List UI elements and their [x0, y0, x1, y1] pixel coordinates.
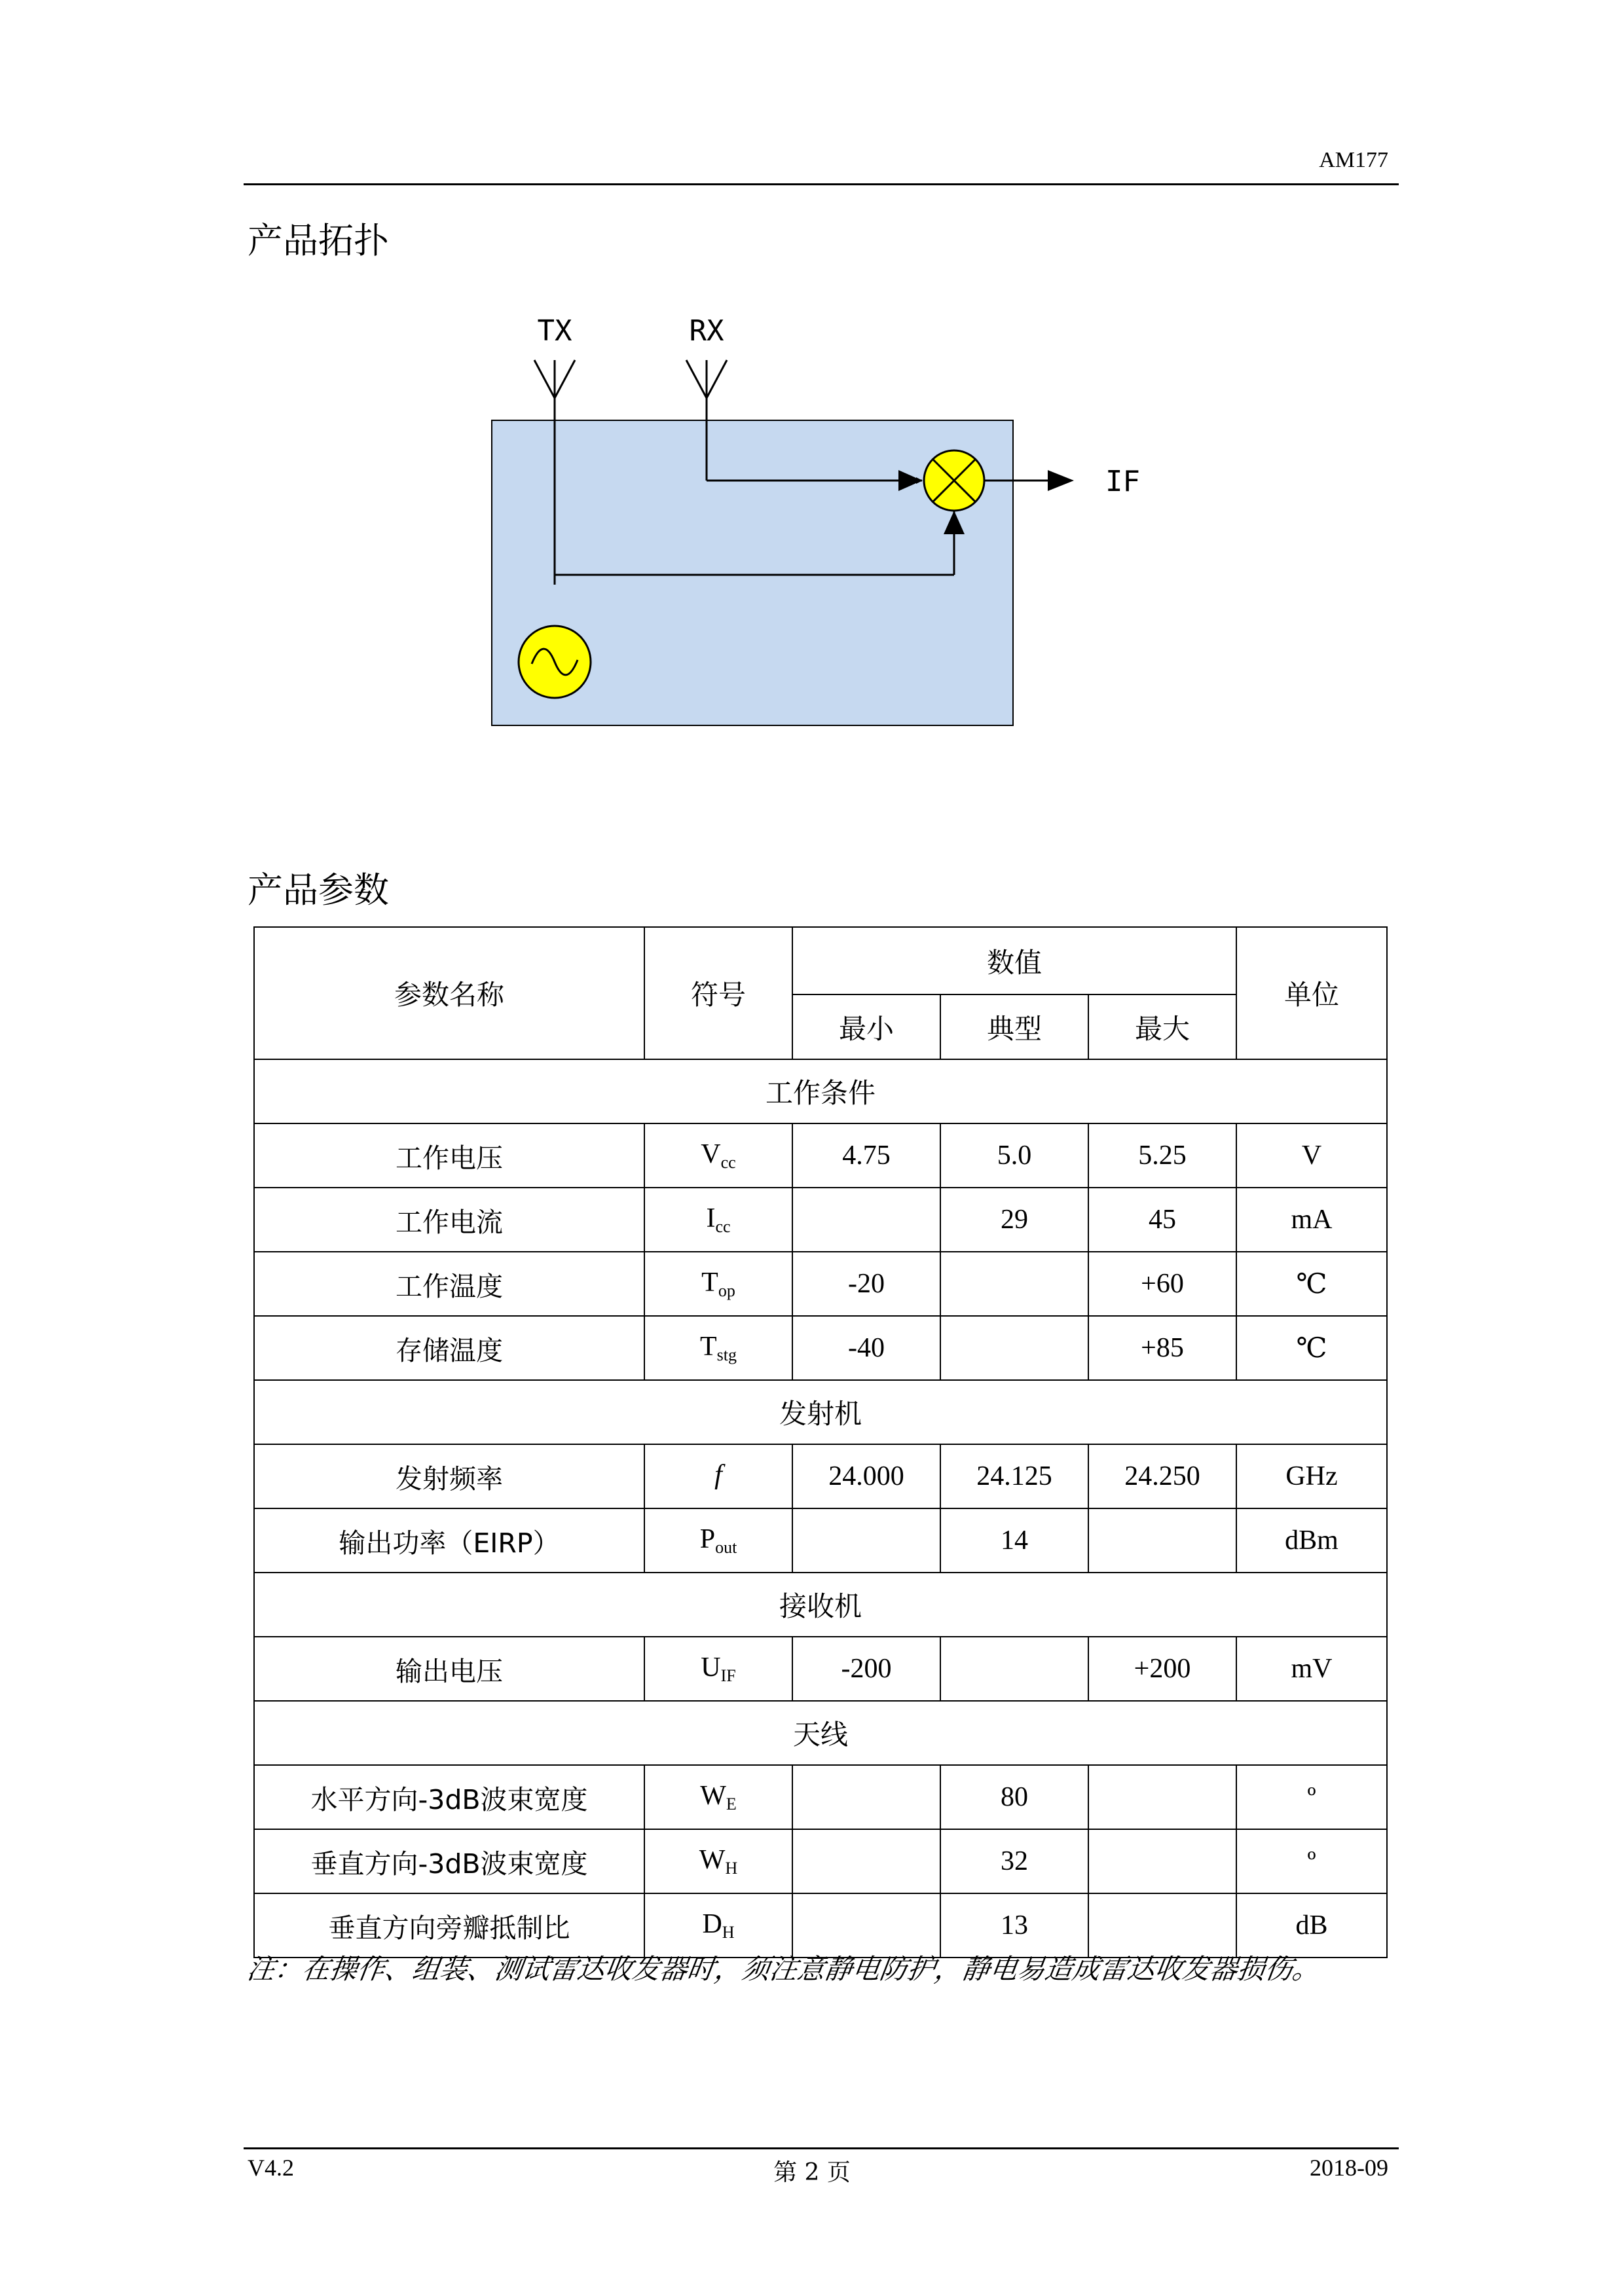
header-unit: 单位	[1236, 927, 1387, 1059]
symbol-cell	[644, 1188, 792, 1252]
unit-cell: mV	[1236, 1637, 1387, 1701]
param-name-cell: 水平方向-3dB波束宽度	[254, 1765, 644, 1829]
mixer-icon	[924, 450, 984, 511]
param-name-cell: 工作电压	[254, 1123, 644, 1188]
symbol-letter: f	[714, 1460, 722, 1490]
param-name-cell: 垂直方向旁瓣抵制比	[254, 1893, 644, 1958]
table-row	[254, 1765, 1387, 1829]
max-value-cell: 5.25	[1088, 1123, 1236, 1188]
symbol-letter: V	[701, 1139, 721, 1169]
header-rule	[244, 183, 1399, 185]
symbol-letter: P	[699, 1524, 716, 1554]
symbol-subscript: out	[715, 1538, 737, 1557]
symbol-cell	[644, 1252, 792, 1316]
param-name-cell: 输出功率（EIRP）	[254, 1508, 644, 1573]
max-value-cell	[1088, 1508, 1236, 1573]
section-row	[254, 1573, 1387, 1637]
section-title: 发射机	[254, 1380, 1387, 1444]
rx-label: RX	[689, 314, 724, 348]
typ-value-cell	[940, 1252, 1088, 1316]
section-title: 接收机	[254, 1573, 1387, 1637]
min-value-cell: 4.75	[792, 1123, 940, 1188]
max-value-cell: 45	[1088, 1188, 1236, 1252]
if-label: IF	[1105, 465, 1140, 498]
symbol-subscript: stg	[716, 1345, 737, 1364]
unit-cell: º	[1236, 1829, 1387, 1893]
unit-cell: ℃	[1236, 1316, 1387, 1380]
document-code: AM177	[1319, 148, 1388, 172]
section-row	[254, 1701, 1387, 1765]
param-name-cell: 输出电压	[254, 1637, 644, 1701]
symbol-subscript: H	[722, 1923, 735, 1942]
symbol-letter: W	[700, 1781, 726, 1811]
esd-note: 注：在操作、组装、测试雷达收发器时，须注意静电防护，静电易造成雷达收发器损伤。	[245, 1953, 1323, 1985]
max-value-cell: +60	[1088, 1252, 1236, 1316]
section-row	[254, 1380, 1387, 1444]
header-param-name: 参数名称	[254, 927, 644, 1059]
typ-value-cell	[940, 1316, 1088, 1380]
typ-value-cell: 29	[940, 1188, 1088, 1252]
typ-value-cell	[940, 1637, 1088, 1701]
parameter-table	[253, 926, 1388, 1958]
params-section-title: 产品参数	[248, 869, 389, 911]
typ-value-cell: 13	[940, 1893, 1088, 1958]
typ-value-cell: 14	[940, 1508, 1088, 1573]
table-header-row	[254, 927, 1387, 994]
max-value-cell: +200	[1088, 1637, 1236, 1701]
symbol-subscript: cc	[720, 1153, 736, 1172]
header-max: 最大	[1088, 994, 1236, 1059]
symbol-subscript: cc	[715, 1217, 731, 1236]
header-symbol: 符号	[644, 927, 792, 1059]
min-value-cell: -40	[792, 1316, 940, 1380]
symbol-letter: D	[702, 1909, 722, 1939]
min-value-cell	[792, 1188, 940, 1252]
symbol-subscript: E	[726, 1795, 737, 1813]
section-title: 工作条件	[254, 1059, 1387, 1123]
unit-cell: dBm	[1236, 1508, 1387, 1573]
footer-version: V4.2	[248, 2155, 294, 2181]
max-value-cell	[1088, 1829, 1236, 1893]
max-value-cell: +85	[1088, 1316, 1236, 1380]
symbol-cell	[644, 1508, 792, 1573]
symbol-subscript: H	[725, 1859, 738, 1878]
symbol-letter: T	[700, 1332, 717, 1362]
min-value-cell	[792, 1829, 940, 1893]
symbol-cell	[644, 1316, 792, 1380]
typ-value-cell: 32	[940, 1829, 1088, 1893]
symbol-letter: I	[706, 1203, 716, 1233]
param-name-cell: 垂直方向-3dB波束宽度	[254, 1829, 644, 1893]
symbol-cell	[644, 1765, 792, 1829]
tx-label: TX	[537, 314, 572, 348]
table-row	[254, 1316, 1387, 1380]
oscillator-icon	[519, 626, 591, 698]
table-row	[254, 1637, 1387, 1701]
unit-cell: dB	[1236, 1893, 1387, 1958]
table-row	[254, 1444, 1387, 1508]
header-value: 数值	[792, 927, 1236, 994]
symbol-letter: W	[699, 1845, 726, 1875]
unit-cell: º	[1236, 1765, 1387, 1829]
param-name-cell: 工作电流	[254, 1188, 644, 1252]
footer-rule	[244, 2147, 1399, 2149]
section-row	[254, 1059, 1387, 1123]
typ-value-cell: 80	[940, 1765, 1088, 1829]
symbol-subscript: op	[718, 1281, 735, 1300]
table-row	[254, 1188, 1387, 1252]
symbol-letter: U	[701, 1652, 721, 1683]
min-value-cell	[792, 1508, 940, 1573]
unit-cell: ℃	[1236, 1252, 1387, 1316]
param-name-cell: 发射频率	[254, 1444, 644, 1508]
symbol-subscript: IF	[720, 1666, 736, 1685]
topology-section-title: 产品拓扑	[248, 220, 389, 261]
header-typ: 典型	[940, 994, 1088, 1059]
symbol-cell	[644, 1829, 792, 1893]
min-value-cell	[792, 1765, 940, 1829]
symbol-cell	[644, 1123, 792, 1188]
param-name-cell: 工作温度	[254, 1252, 644, 1316]
symbol-cell	[644, 1637, 792, 1701]
param-name-cell: 存储温度	[254, 1316, 644, 1380]
max-value-cell	[1088, 1765, 1236, 1829]
symbol-cell	[644, 1444, 792, 1508]
section-title: 天线	[254, 1701, 1387, 1765]
table-row	[254, 1829, 1387, 1893]
table-row	[254, 1123, 1387, 1188]
min-value-cell: -20	[792, 1252, 940, 1316]
min-value-cell: -200	[792, 1637, 940, 1701]
table-row	[254, 1252, 1387, 1316]
topology-diagram	[0, 288, 1624, 812]
min-value-cell: 24.000	[792, 1444, 940, 1508]
footer-page-number: 第 2 页	[773, 2159, 851, 2186]
table-row	[254, 1508, 1387, 1573]
header-min: 最小	[792, 994, 940, 1059]
footer-date: 2018-09	[1310, 2155, 1388, 2181]
unit-cell: mA	[1236, 1188, 1387, 1252]
unit-cell: GHz	[1236, 1444, 1387, 1508]
unit-cell: V	[1236, 1123, 1387, 1188]
max-value-cell: 24.250	[1088, 1444, 1236, 1508]
typ-value-cell: 5.0	[940, 1123, 1088, 1188]
symbol-letter: T	[701, 1267, 718, 1298]
typ-value-cell: 24.125	[940, 1444, 1088, 1508]
